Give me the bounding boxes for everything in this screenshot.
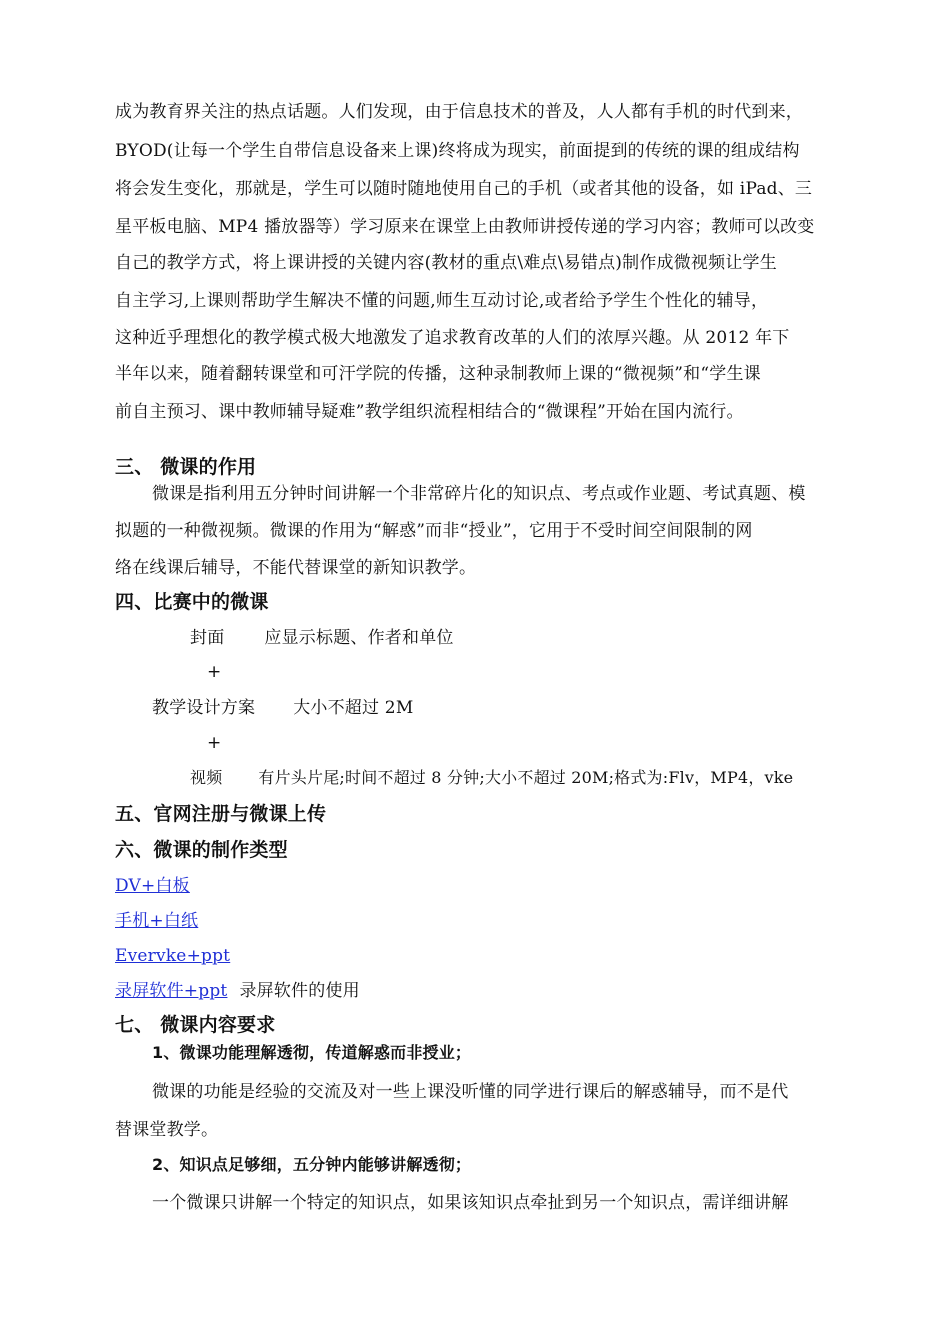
intro-line-4: 星平板电脑、MP4 播放器等）学习原来在课堂上由教师讲授传递的学习内容；教师可以改变 (115, 217, 815, 237)
make-type-note: 录屏软件的使用 (239, 981, 360, 1001)
section3-line-2: 拟题的一种微视频。微课的作用为“解惑”而非“授业”，它用于不受时间空间限制的网 (115, 521, 753, 541)
section6-heading: 六、微课的制作类型 (115, 839, 288, 861)
section3-line-3: 络在线课后辅导，不能代替课堂的新知识教学。 (115, 558, 477, 578)
make-type-link-phone-paper[interactable]: 手机+白纸 (115, 911, 199, 931)
make-type-link-screen-record-ppt[interactable]: 录屏软件+ppt (115, 981, 228, 1001)
intro-line-8: 半年以来，随着翻转课堂和可汗学院的传播，这种录制教师上课的“微视频”和“学生课 (115, 364, 761, 384)
make-type-link-evervke-ppt[interactable]: Evervke+ppt (115, 946, 231, 966)
requirement-1-line-1: 微课的功能是经验的交流及对一些上课没听懂的同学进行课后的解惑辅导，而不是代 (152, 1082, 789, 1102)
plus-sign: + (207, 733, 222, 753)
plus-sign: + (207, 662, 222, 682)
requirement-2-line-1: 一个微课只讲解一个特定的知识点，如果该知识点牵扯到另一个知识点，需详细讲解 (152, 1193, 789, 1213)
contest-item-video (190, 766, 793, 790)
contest-item-label: 封面 (190, 628, 225, 648)
make-type-link-dv-whiteboard[interactable]: DV+白板 (115, 876, 190, 896)
intro-line-7: 这种近乎理想化的教学模式极大地激发了追求教育改革的人们的浓厚兴趣。从 2012 年下 (115, 328, 790, 348)
intro-line-5: 自己的教学方式，将上课讲授的关键内容(教材的重点\难点\易错点)制作成微视频让学生 (115, 253, 777, 273)
contest-item-desc: 大小不超过 2M (293, 698, 414, 718)
make-type-3[interactable] (115, 944, 230, 968)
contest-item-design (152, 696, 413, 720)
make-type-1[interactable] (115, 874, 190, 898)
intro-line-2: BYOD(让每一个学生自带信息设备来上课)终将成为现实，前面提到的传统的课的组成结构 (115, 141, 800, 161)
intro-line-6: 自主学习,上课则帮助学生解决不懂的问题,师生互动讨论,或者给予学生个性化的辅导， (115, 291, 769, 311)
contest-item-desc: 应显示标题、作者和单位 (264, 628, 454, 648)
section3-line-1: 微课是指利用五分钟时间讲解一个非常碎片化的知识点、考点或作业题、考试真题、模 (152, 484, 806, 504)
requirement-2-title: 2、知识点足够细，五分钟内能够讲解透彻； (152, 1155, 472, 1174)
contest-item-cover (190, 626, 454, 650)
contest-item-label: 教学设计方案 (152, 698, 256, 718)
intro-line-3: 将会发生变化，那就是，学生可以随时随地使用自己的手机（或者其他的设备，如 iPad、三 (115, 179, 813, 199)
section7-heading: 七、 微课内容要求 (115, 1014, 276, 1036)
section3-heading: 三、 微课的作用 (115, 456, 257, 478)
section4-heading: 四、比赛中的微课 (115, 591, 269, 613)
make-type-2[interactable] (115, 909, 198, 933)
requirement-1-line-2: 替课堂教学。 (115, 1120, 219, 1140)
make-type-4 (115, 979, 360, 1003)
contest-item-label: 视频 (190, 768, 223, 787)
requirement-1-title: 1、微课功能理解透彻，传道解惑而非授业； (152, 1043, 472, 1062)
section5-heading: 五、官网注册与微课上传 (115, 803, 327, 825)
intro-line-9: 前自主预习、课中教师辅导疑难”教学组织流程相结合的“微课程”开始在国内流行。 (115, 402, 744, 422)
contest-item-desc: 有片头片尾;时间不超过 8 分钟;大小不超过 20M;格式为:Flv，MP4，vke (258, 768, 794, 787)
intro-line-1: 成为教育界关注的热点话题。人们发现，由于信息技术的普及，人人都有手机的时代到来， (115, 102, 803, 122)
